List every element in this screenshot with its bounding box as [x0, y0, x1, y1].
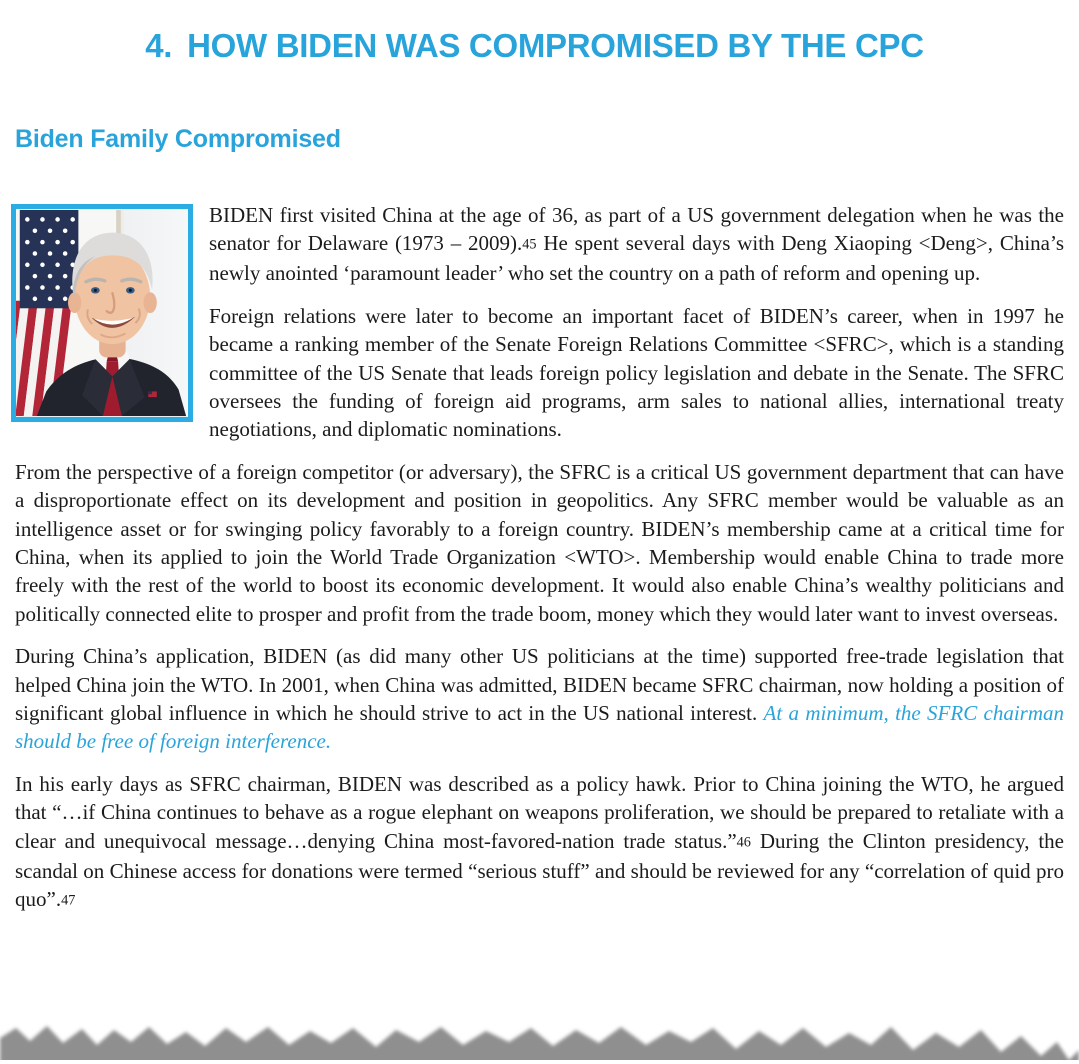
section-heading: Biden Family Compromised	[15, 125, 341, 153]
text-run: At a minimum, the SFRC chairman should be free of foreign interference.	[15, 701, 1065, 754]
footnote-reference: 45	[522, 236, 537, 253]
page-title-text: HOW BIDEN WAS COMPROMISED BY THE CPC	[187, 27, 924, 64]
torn-paper-edge	[0, 1004, 1079, 1064]
document-page	[0, 27, 1079, 915]
text-run: Foreign relations were later to become an important facet of BIDEN’s career, when in 1997 he became a ranking member of the Senate Foreign Relations Committee <SFRC>, which is a standing committee of the US Senate that leads foreign policy legislation and debate in the Senate. The SFRC oversees the funding of foreign aid programs, arm sales to national allies, international treaty negotiations, and diplomatic nominations.	[209, 303, 1064, 442]
biden-portrait-photo	[11, 204, 193, 422]
paragraph-4	[15, 642, 1064, 756]
text-run: In his early days as SFRC chairman, BIDEN was described as a policy hawk. Prior to China joining the WTO, he argued that “…if China continues to behave as a rogue elephant on weapons proliferation, we should be prepared to retaliate with a clear and unequivocal message…denying China most-favored-nation trade status.”	[15, 771, 1064, 853]
page-title	[15, 27, 1054, 65]
paragraph-5	[15, 770, 1064, 915]
text-run: BIDEN first visited China at the age of 36, as part of a US government delegation when he was the senator for Delaware (1973 – 2009).	[209, 203, 1064, 256]
page-title-number: 4.	[145, 27, 173, 64]
text-run: During the Clinton presidency, the scandal on Chinese access for donations were termed “serious stuff” and should be reviewed for any “correlation of quid pro quo”.	[15, 828, 1064, 912]
footnote-reference: 47	[61, 892, 76, 909]
biden-portrait-illustration	[16, 209, 188, 417]
text-run: During China’s application, BIDEN (as did many other US politicians at the time) supported free-trade legislation that helped China join the WTO. In 2001, when China was admitted, BIDEN became SFRC chairman, now holding a position of significant global influence in which he should strive to act in the US national interest.	[15, 644, 1064, 726]
text-run: From the perspective of a foreign competitor (or adversary), the SFRC is a critical US government department that can have a disproportionate effect on its development and position in geopolitics. Any SFRC member would be valuable as an intelligence asset or for swinging policy favorably to a foreign country. BIDEN’s membership came at a critical time for China, when its applied to join the World Trade Organization <WTO>. Membership would enable China to trade more freely with the rest of the world to boost its economic development. It would also enable China’s wealthy politicians and politically connected elite to prosper and profit from the trade boom, money which they would later want to invest overseas.	[15, 459, 1064, 626]
body-text	[15, 201, 1064, 915]
footnote-reference: 46	[736, 834, 751, 851]
paragraph-3	[15, 458, 1064, 628]
text-run: He spent several days with Deng Xiaoping <Deng>, China’s newly anointed ‘paramount leader’ who set the country on a path of reform and opening up.	[209, 231, 1064, 286]
